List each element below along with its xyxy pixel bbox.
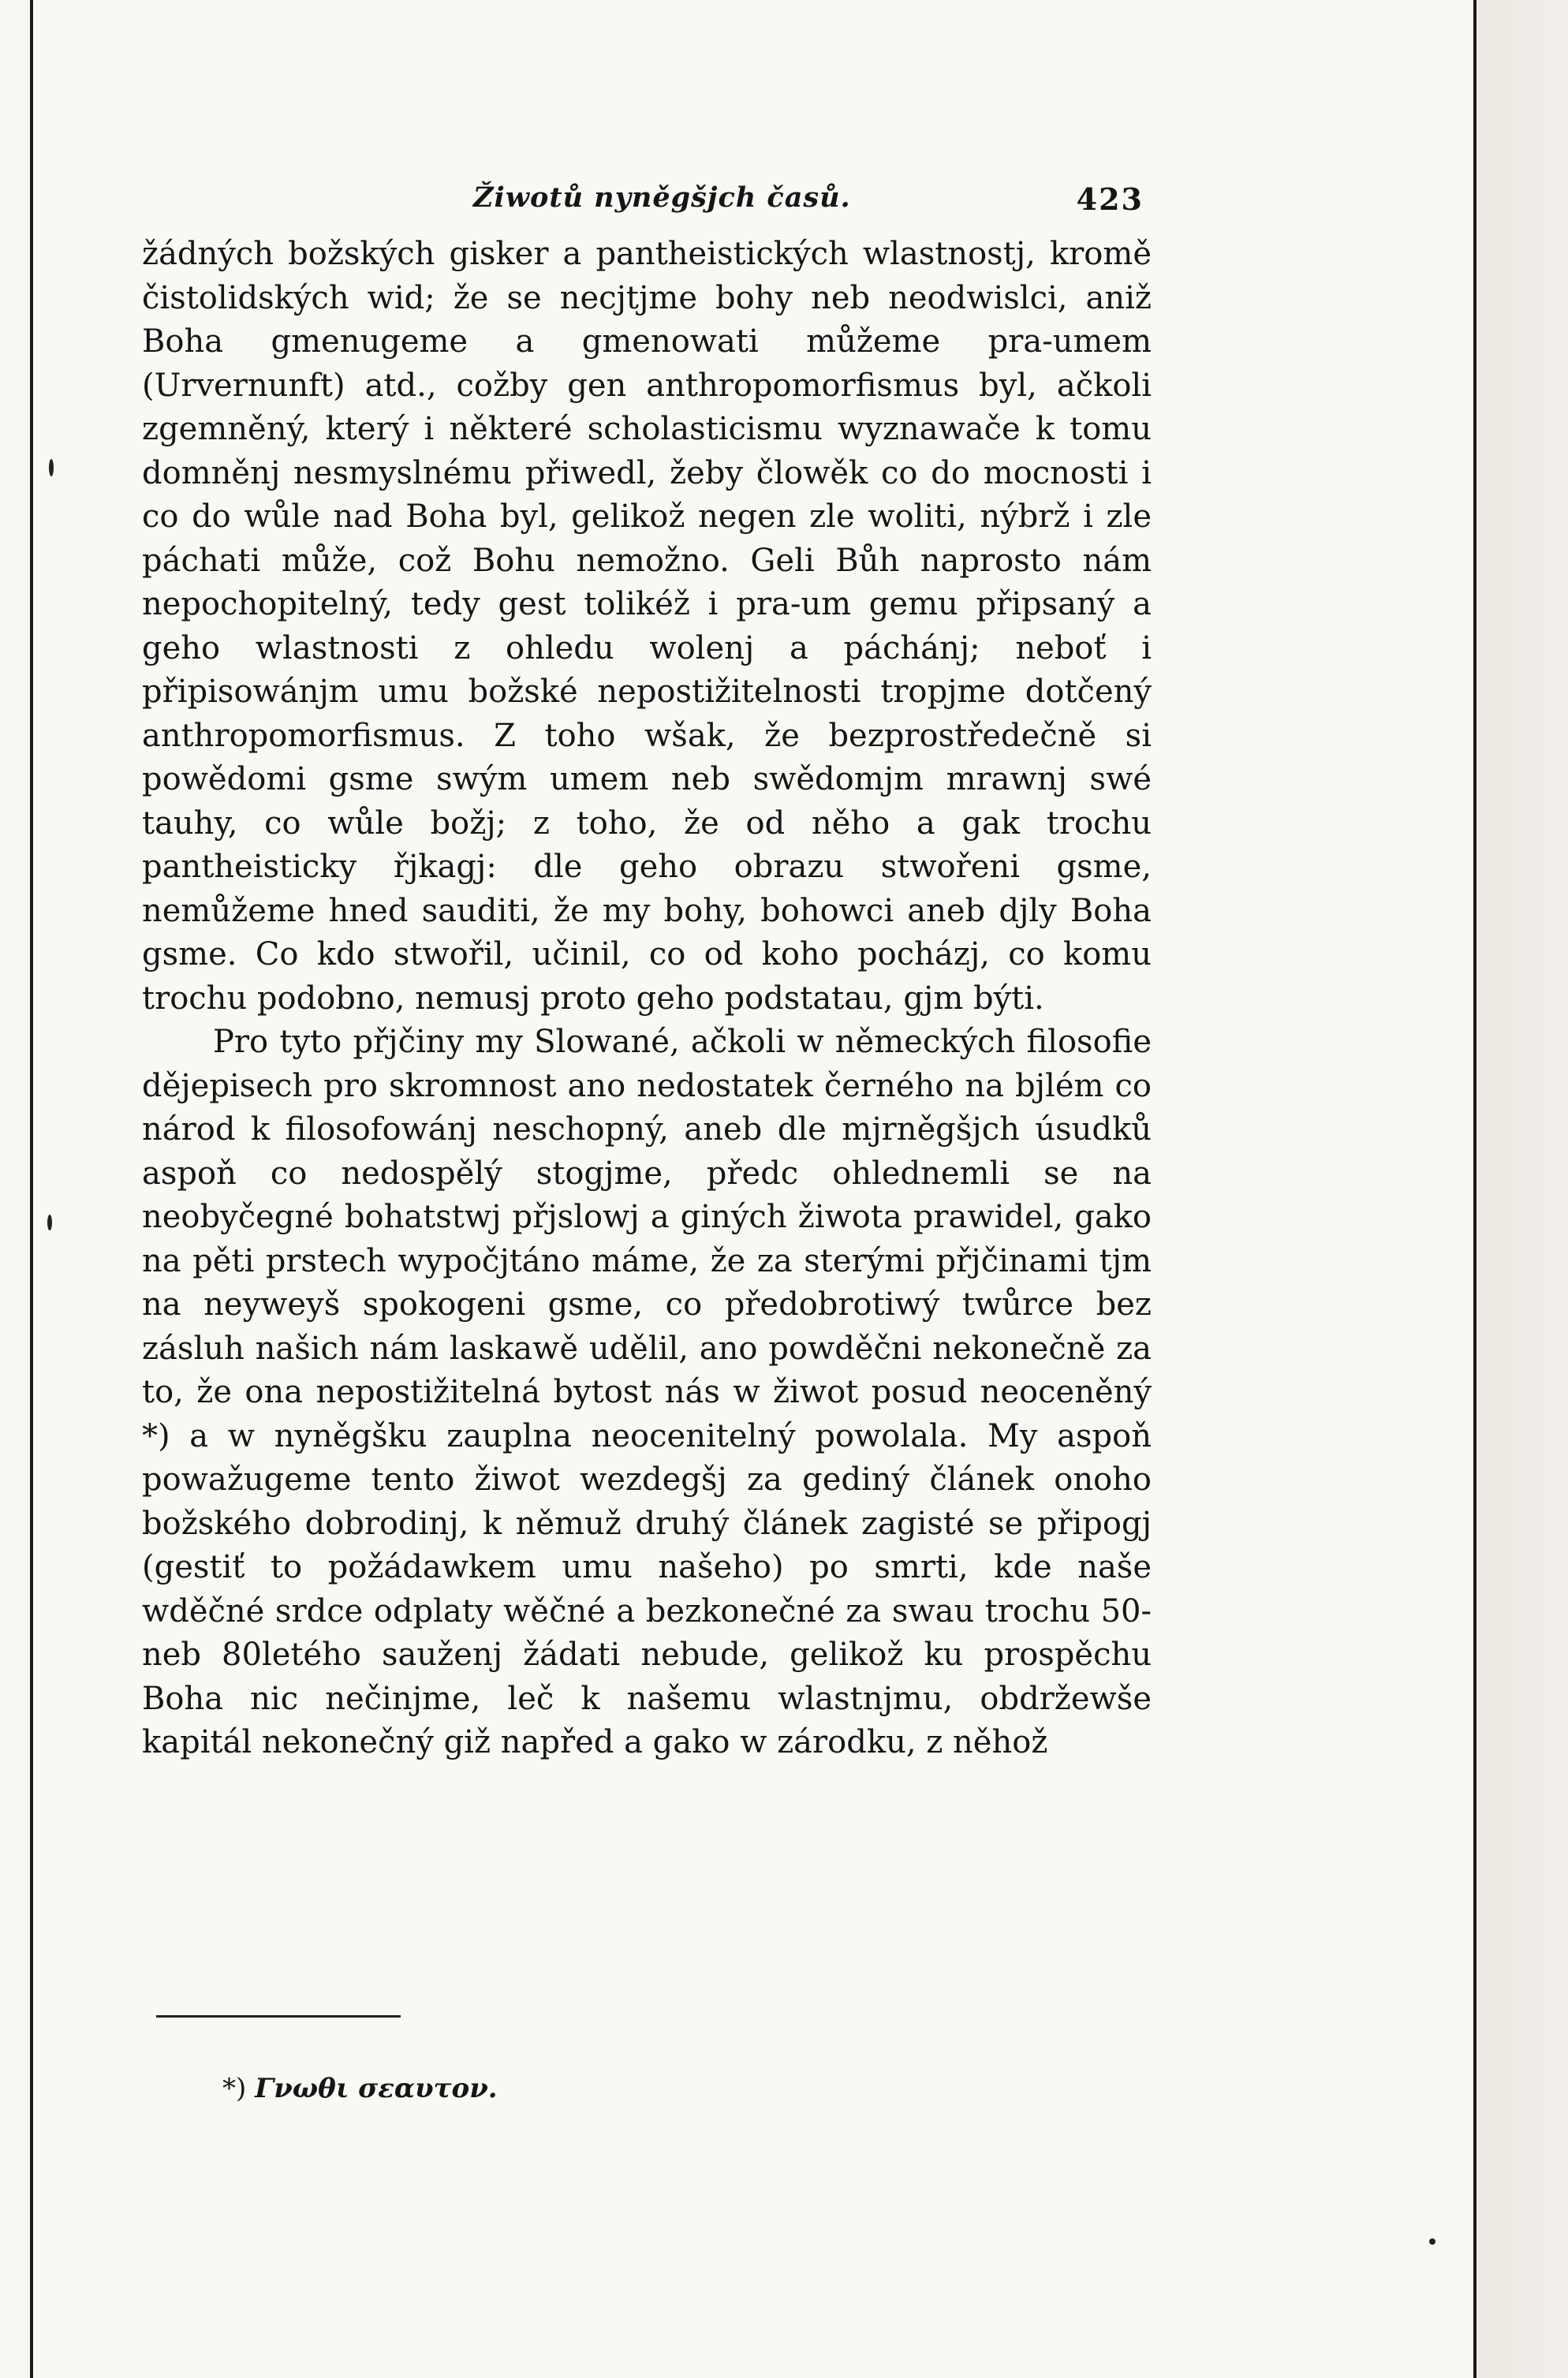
scan-speck xyxy=(47,1215,52,1230)
footnote-marker: *) xyxy=(222,2073,247,2104)
body-text xyxy=(142,233,1152,1765)
paragraph-2: Pro tyto přjčiny my Slowané, ačkoli w německých filosofie dějepisech pro skromnost ano nedostatek černého na bjlém co národ k filosofowánj neschopný, aneb dle mjrněgšjch úsudků aspoň co nedospělý stogjme, předc ohlednemli se na neobyčegné bohatstwj přjslowj a giných žiwota prawidel, gako na pěti prstech wypočjtáno máme, že za sterými přjčinami tjm na neyweyš spokogeni gsme, co předobrotiwý twůrce bez zásluh našich nám laskawě udělil, ano powděčni nekonečně za to, že ona nepostižitelná bytost nás w žiwot posud neoceněný *) a w nyněgšku zauplna neocenitelný powolala. My aspoň powažugeme tento žiwot wezdegšj za gediný článek onoho božského dobrodinj, k němuž druhý článek zagisté se připogj (gestiť to požádawkem umu našeho) po smrti, kde naše wděčné srdce odplaty wěčné a bezkonečné za swau trochu 50- neb 80letého sauženj žádati nebude, gelikož ku prospěchu Boha nic nečinjme, leč k našemu wlastnjmu, obdržewše kapitál nekonečný giž napřed a gako w zárodku, z něhož xyxy=(142,1024,1152,1760)
running-head: Žiwotů nyněgšjch časů. xyxy=(473,181,851,214)
page-number: 423 xyxy=(1076,181,1144,217)
left-page-edge xyxy=(30,0,33,2378)
scan-speck xyxy=(1429,2238,1435,2245)
footnote xyxy=(222,2073,498,2104)
scan-speck xyxy=(49,459,54,476)
paragraph-1: žádných božských gisker a pantheistických wlastnostj, kromě čistolidských wid; že se necjtjme bohy neb neodwislci, aniž Boha gmenugeme a gmenowati můžeme pra-umem (Urvernunft) atd., cožby gen anthropomorfismus byl, ačkoli zgemněný, který i některé scholasticismu wyznawače k tomu domněnj nesmyslnému přiwedl, žeby člowěk co do mocnosti i co do wůle nad Boha byl, gelikož negen zle woliti, nýbrž i zle páchati může, což Bohu nemožno. Geli Bůh naprosto nám nepochopitelný, tedy gest tolikéž i pra-um gemu připsaný a geho wlastnosti z ohledu wolenj a páchánj; neboť i připisowánjm umu božské nepostižitelnosti tropjme dotčený anthropomorfismus. Z toho wšak, že bezprostředečně si powědomi gsme swým umem neb swědomjm mrawnj swé tauhy, co wůle božj; z toho, že od něho a gak trochu pantheisticky řjkagj: dle geho obrazu stwořeni gsme, nemůžeme hned sauditi, že my bohy, bohowci aneb djly Boha gsme. Co kdo stwořil, učinil, co od koho pocházj, co komu trochu podobno, nemusj proto geho podstatau, gjm býti. xyxy=(142,236,1152,1017)
page-header xyxy=(158,181,1144,229)
scan-margin xyxy=(1473,0,1568,2378)
footnote-rule xyxy=(156,2015,401,2018)
footnote-text: Γνωθι σεαυτον. xyxy=(255,2073,498,2104)
right-page-edge xyxy=(1473,0,1477,2378)
